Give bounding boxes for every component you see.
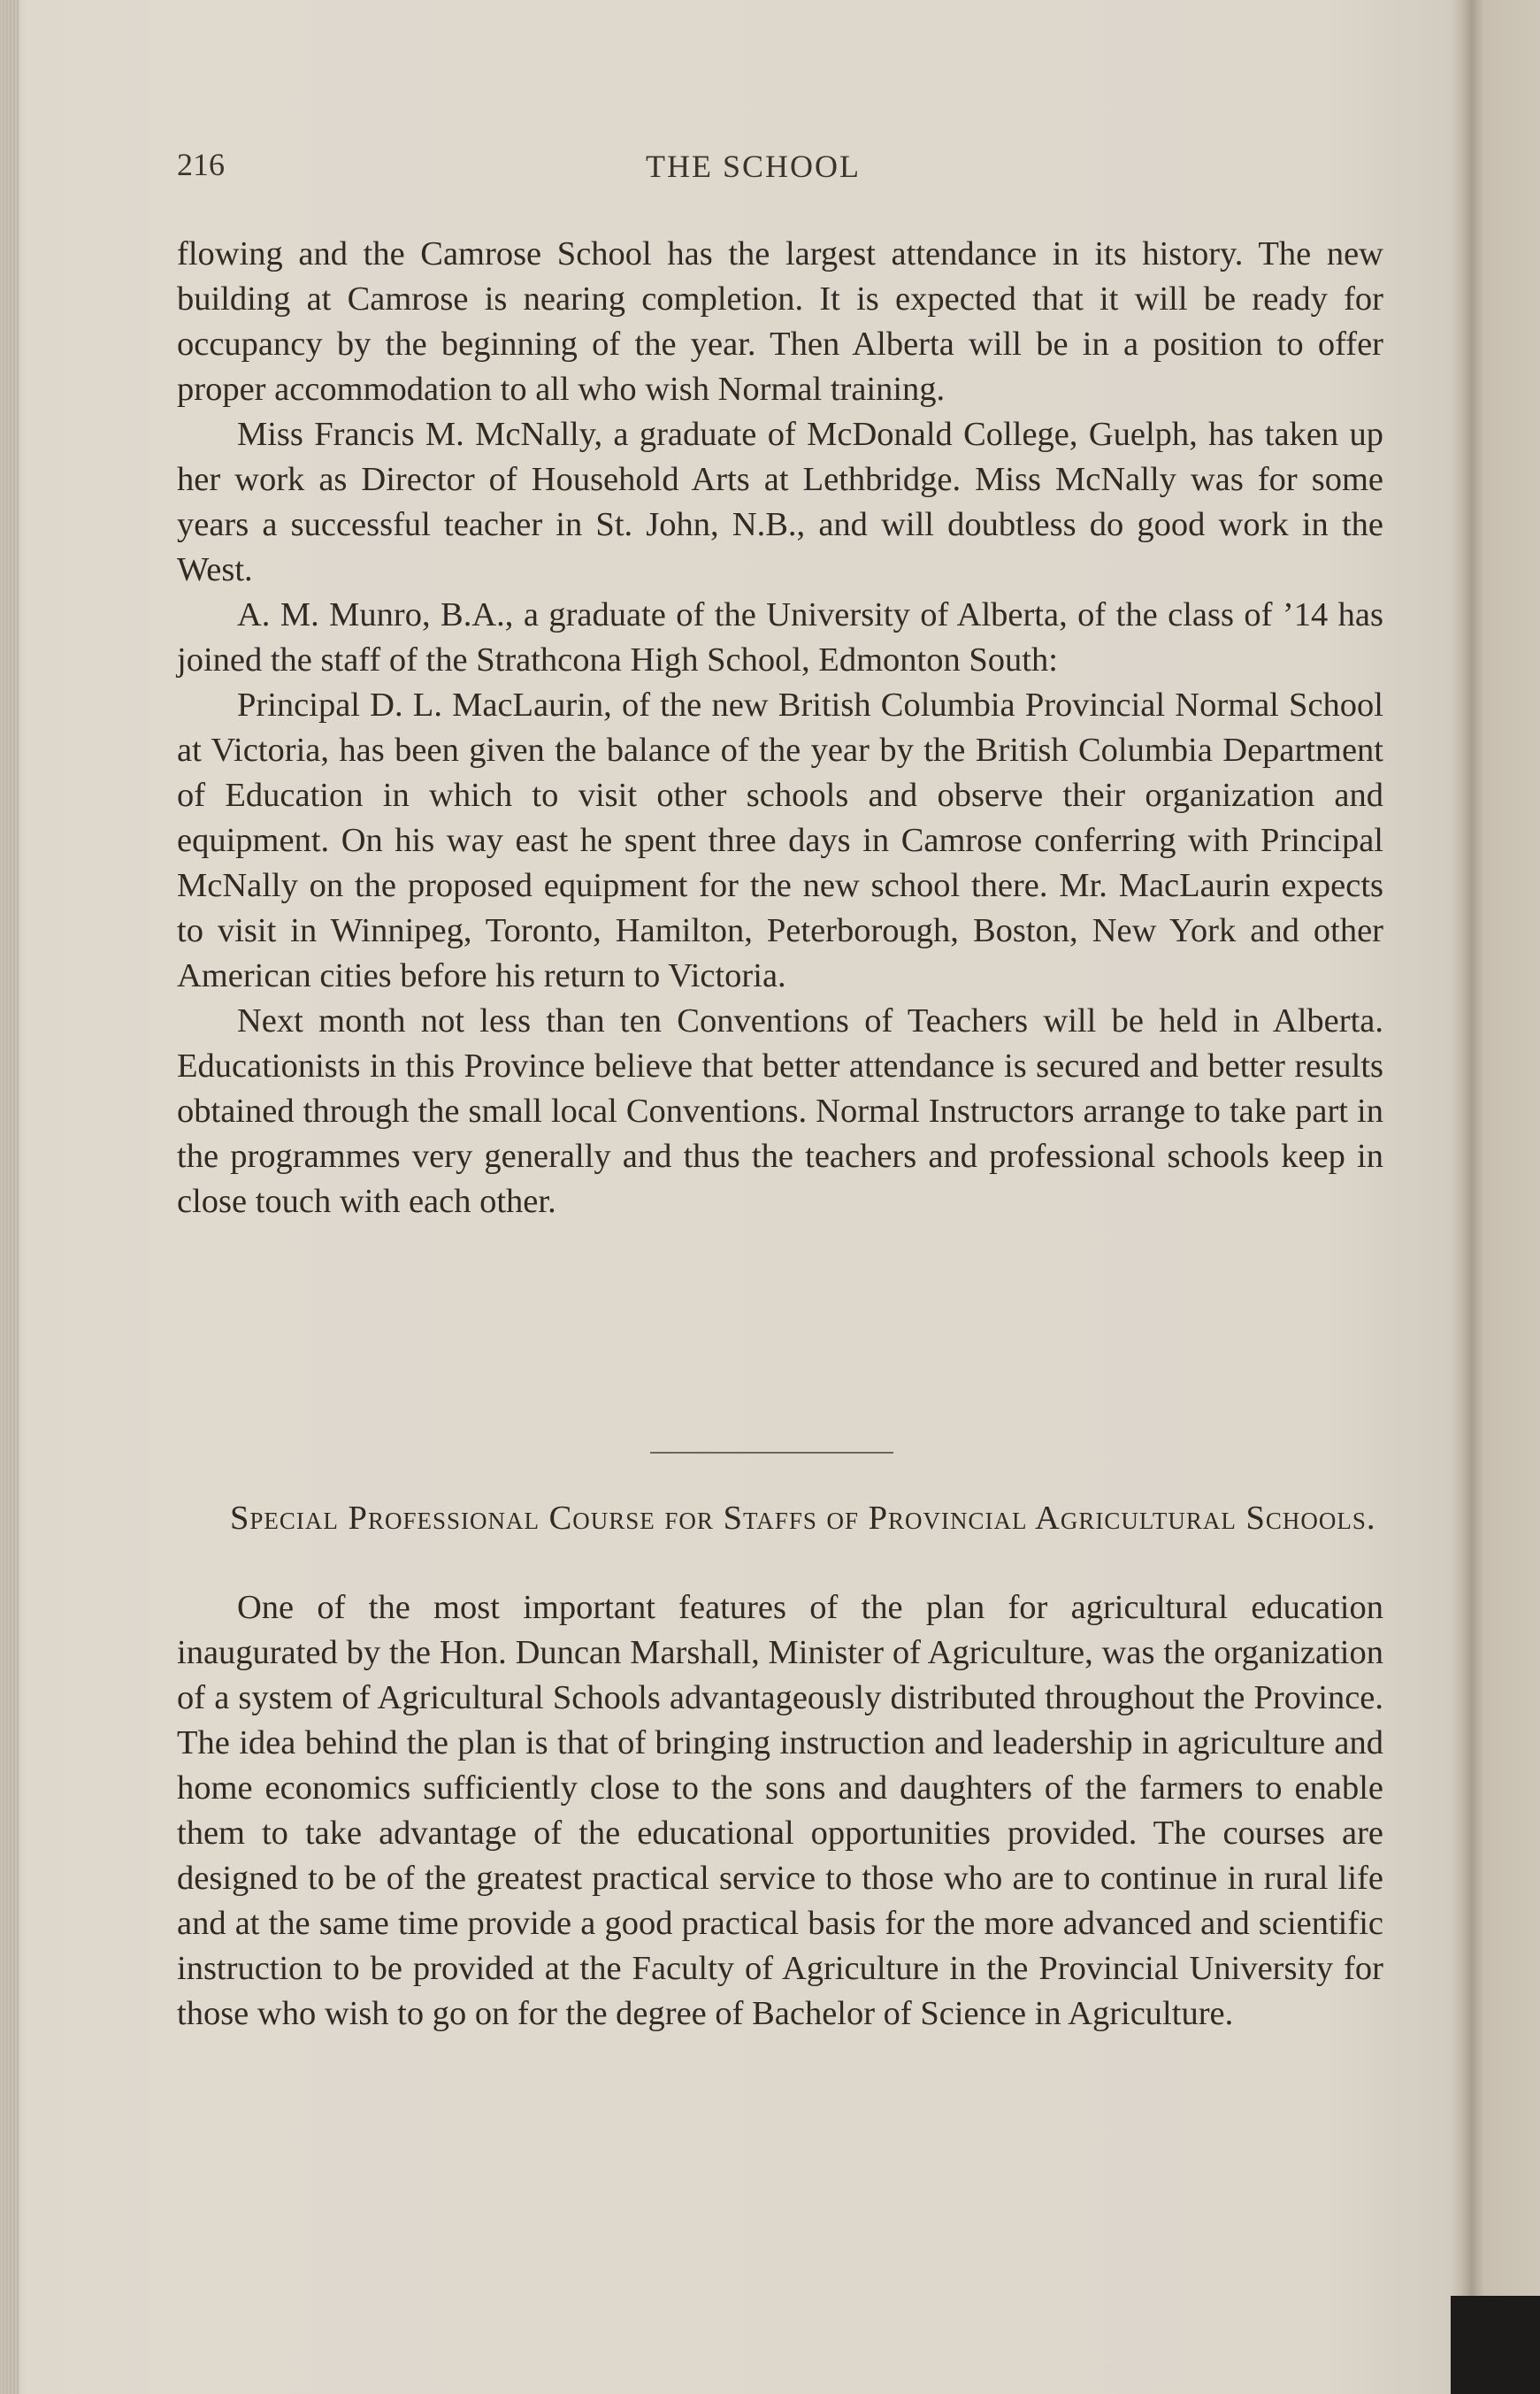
paragraph: Principal D. L. MacLaurin, of the new British Columbia Provincial Normal School at Victoria, has been given the balance of the year by the British Columbia Department of Education in which to visit other schools and observe their organization and equipment. On his way east he spent three days in Camrose conferring with Principal McNally on the proposed equipment for the new school there. Mr. MacLaurin expects to visit in Winnipeg, Toronto, Hamilton, Peterborough, Boston, New York and other American cities before his return to Victoria.: [177, 687, 1383, 994]
paragraph: Miss Francis M. McNally, a graduate of McDonald College, Guelph, has taken up her work as Director of Household Arts at Lethbridge. Miss McNally was for some years a successful teacher in St. John, N.B., and will doubtless do good work in the West.: [177, 416, 1383, 588]
section-body: [177, 1585, 1383, 2037]
page-gutter: [0, 0, 19, 2394]
page-edge: [1461, 0, 1540, 2394]
paragraph: One of the most important features of the plan for agricultural education inaugurated by the Hon. Duncan Marshall, Minister of Agriculture, was the organization of a system of Agricultural Schools advantageously distributed throughout the Province. The idea behind the plan is that of bringing instruction and leadership in agriculture and home economics sufficiently close to the sons and daughters of the farmers to enable them to take advantage of the educational opportunities provided. The courses are designed to be of the greatest practical service to those who are to continue in rural life and at the same time provide a good practical basis for the more advanced and scientific instruction to be provided at the Faculty of Agriculture in the Provincial University for those who wish to go on for the degree of Bachelor of Science in Agriculture.: [177, 1589, 1383, 2032]
paragraph: A. M. Munro, B.A., a graduate of the University of Alberta, of the class of ’14 has joined the staff of the Strathcona High School, Edmonton South:: [177, 596, 1383, 679]
section-heading: Special Professional Course for Staffs of Provincial Agricultural Schools.: [230, 1500, 1376, 1537]
body-text: [177, 232, 1383, 1224]
paragraph: flowing and the Camrose School has the largest attendance in its history. The new building at Camrose is nearing completion. It is expected that it will be ready for occupancy by the beginning of the year. Then Alberta will be in a position to offer proper accommodation to all who wish Normal training.: [177, 235, 1383, 408]
page-header: [177, 146, 1389, 190]
page-number: 216: [177, 147, 225, 182]
scan-background: [1451, 2296, 1540, 2394]
paragraph: Next month not less than ten Conventions of Teachers will be held in Alberta. Educationists in this Province believe that better attendance is secured and better results obtained through the small local Conventions. Normal Instructors arrange to take part in the programmes very generally and thus the teachers and professional schools keep in close touch with each other.: [177, 1002, 1383, 1220]
section-divider: [650, 1452, 893, 1454]
running-head: THE SCHOOL: [646, 149, 861, 184]
